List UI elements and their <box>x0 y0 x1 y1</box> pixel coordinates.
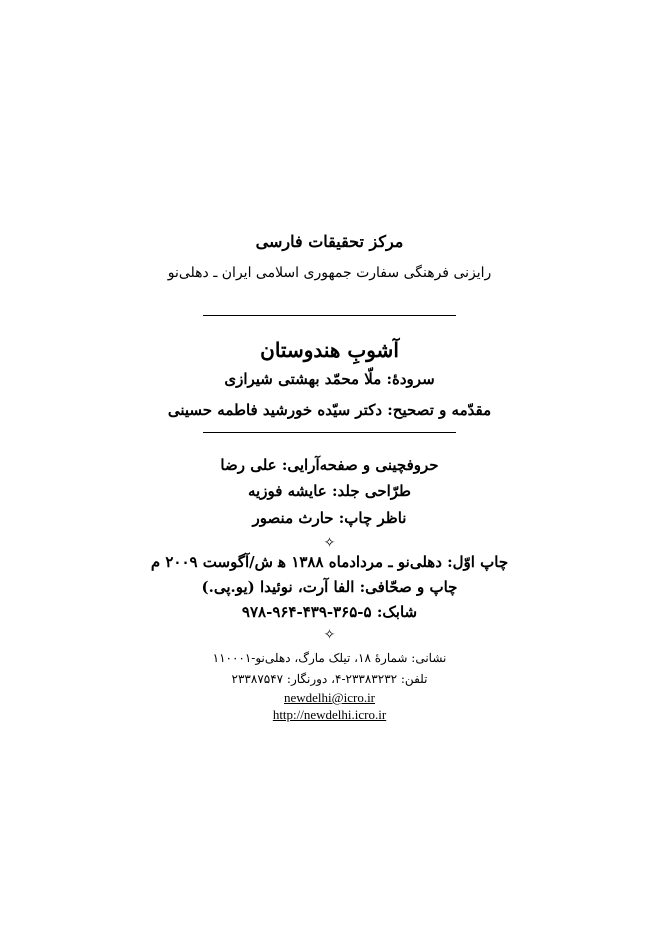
email-link[interactable]: newdelhi@icro.ir <box>283 690 376 705</box>
editor-credit: مقدّمه و تصحیح: دکتر سیّده خورشید فاطمه حسینی <box>167 401 492 419</box>
phone-fax: تلفن: ۲۳۳۸۳۲۳۲-۴، دورنگار: ۲۳۳۸۷۵۴۷ <box>231 672 428 686</box>
print-supervisor-credit: ناظر چاپ: حارث منصور <box>252 509 407 527</box>
ornament-star-icon: ✧ <box>323 535 336 551</box>
ornament-star-icon: ✧ <box>323 627 336 643</box>
middle-divider <box>203 432 456 433</box>
printer-credit: چاپ و صحّافی: الفا آرت، نوئیدا (یو.پی.) <box>201 578 458 596</box>
center-name: مرکز تحقیقات فارسی <box>255 232 404 251</box>
cover-design-credit: طرّاحی جلد: عایشه فوزیه <box>248 482 411 500</box>
institution-name: رایزنی فرهنگی سفارت جمهوری اسلامی ایران ـ دهلی‌نو <box>167 265 492 281</box>
address: نشانی: شمارهٔ ۱۸، تیلک مارگ، دهلی‌نو-۱۱۰۰۰۱ <box>212 651 447 665</box>
poet-credit: سرودهٔ: ملّا محمّد بهشتی شیرازی <box>224 370 435 388</box>
top-divider <box>203 315 456 316</box>
typesetting-credit: حروفچینی و صفحه‌آرایی: علی رضا <box>220 456 439 474</box>
website-link[interactable]: http://newdelhi.icro.ir <box>272 707 387 722</box>
book-title: آشوبِ هندوستان <box>260 338 399 362</box>
isbn: شابک: ۵-۳۶۵-۴۳۹-۹۶۴-۹۷۸ <box>241 603 418 621</box>
first-edition: چاپ اوّل: دهلی‌نو ـ مردادماه ۱۳۸۸ ﻫ ش/آگوست ۲۰۰۹ م <box>150 553 509 571</box>
